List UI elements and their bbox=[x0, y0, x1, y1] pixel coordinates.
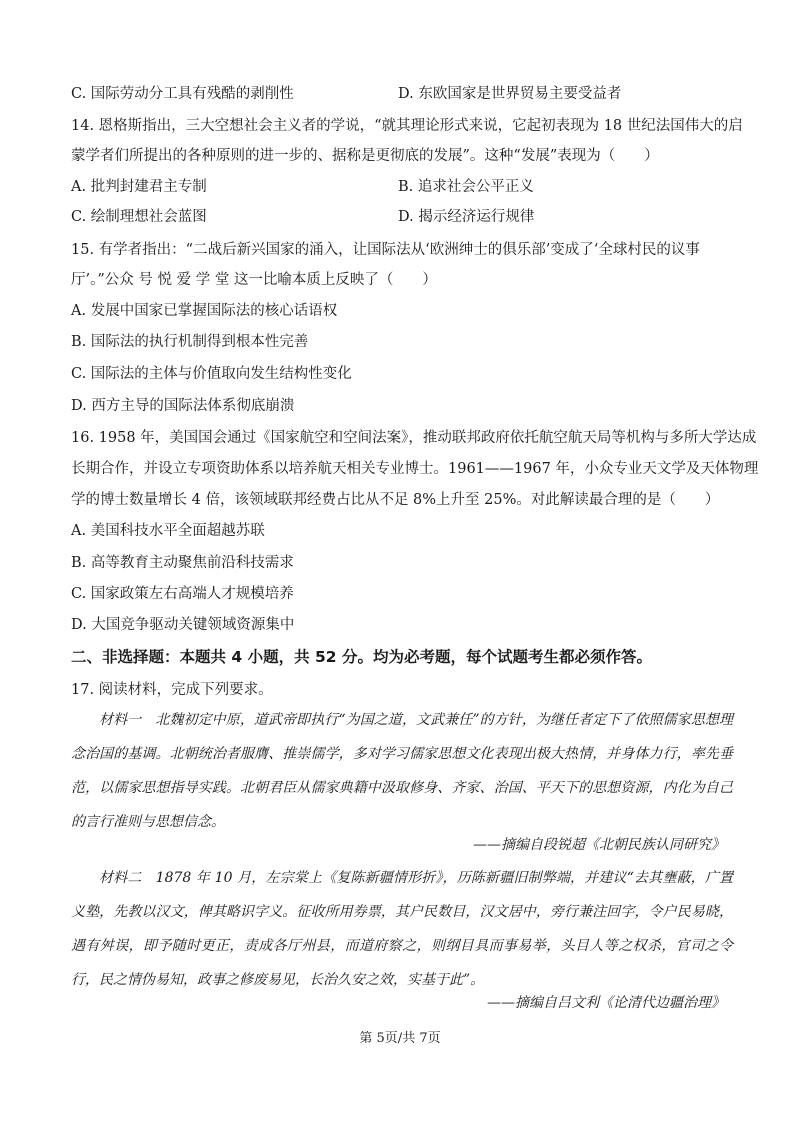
q17-source-1: ——摘编自段锐超《北朝民族认同研究》 bbox=[473, 837, 725, 853]
q16-option-a: A. 美国科技水平全面超越苏联 bbox=[71, 523, 265, 539]
q17-stem: 17. 阅读材料，完成下列要求。 bbox=[71, 682, 273, 698]
q14-option-a: A. 批判封建君主专制 bbox=[71, 179, 207, 195]
section-2-heading: 二、非选择题：本题共 4 小题，共 52 分。均为必考题，每个试题考生都必须作答。 bbox=[71, 648, 652, 666]
q16-stem-line-3: 学的博士数量增长 4 倍，该领域联邦经费占比从不足 8%上升至 25%。对此解读最合理的是（ ） bbox=[71, 492, 720, 508]
q14-option-b: B. 追求社会公平正义 bbox=[398, 179, 534, 195]
q16-stem-line-1: 16. 1958 年，美国国会通过《国家航空和空间法案》，推动联邦政府依托航空航天局等机构与多所大学达成 bbox=[71, 430, 757, 446]
q15-option-b: B. 国际法的执行机制得到根本性完善 bbox=[71, 334, 309, 350]
q15-stem-line-2: 厅’。”公众 号 悦 爱 学 堂 这一比喻本质上反映了（ ） bbox=[71, 272, 437, 288]
q16-option-c: C. 国家政策左右高端人才规模培养 bbox=[71, 586, 294, 602]
q16-option-d: D. 大国竞争驱动关键领域资源集中 bbox=[71, 617, 295, 633]
q17-source-2: ——摘编自吕文利《论清代边疆治理》 bbox=[487, 995, 725, 1011]
q15-stem-line-1: 15. 有学者指出：“二战后新兴国家的涌入，让国际法从‘欧洲绅士的俱乐部’变成了‘全球村民的议事 bbox=[71, 242, 700, 258]
q13-option-d: D. 东欧国家是世界贸易主要受益者 bbox=[398, 86, 622, 102]
q14-stem-line-2: 蒙学者们所提出的各种原则的进一步的、据称是更彻底的发展”。这种“发展”表现为（ ） bbox=[71, 148, 659, 164]
q14-stem-line-1: 14. 恩格斯指出，三大空想社会主义者的学说，“就其理论形式来说，它起初表现为 18 世纪法国伟大的启 bbox=[71, 118, 743, 134]
q14-option-d: D. 揭示经济运行规律 bbox=[398, 209, 535, 225]
q15-option-d: D. 西方主导的国际法体系彻底崩溃 bbox=[71, 398, 295, 414]
q17-material-1: 材料一 北魏初定中原，道武帝即执行“为国之道，文武兼任”的方针，为继任者定下了依照儒家思想理念治国的基调。北朝统治者服膺、推崇儒学，多对学习儒家思想文化表现出极大热情，并身体力行，率先垂范，以儒家思想指导实践。北朝君臣从儒家典籍中汲取修身、齐家、治国、平天下的思想资源，内化为自己的言行准则与思想信念。 bbox=[71, 712, 733, 830]
q16-option-b: B. 高等教育主动聚焦前沿科技需求 bbox=[71, 555, 294, 571]
q17-material-2: 材料二 1878 年 10 月，左宗棠上《复陈新疆情形折》，历陈新疆旧制弊端，并建议“去其壅蔽，广置义塾，先教以汉文，俾其略识字义。征收所用券票，其户民数目，汉文居中，旁行兼注回字，令户民易晓，遇有舛误，即予随时更正，责成各厅州县，而道府察之，则纲目具而事易举，头目人等之权杀，官司之令行，民之情伪易知，政事之修废易见，长治久安之效，实基于此”。 bbox=[71, 870, 733, 988]
q15-option-a: A. 发展中国家已掌握国际法的核心话语权 bbox=[71, 303, 338, 319]
page-number: 第 5页/共 7页 bbox=[359, 1031, 441, 1046]
q16-stem-line-2: 长期合作，并设立专项资助体系以培养航天相关专业博士。1961——1967 年，小众专业天文学及天体物理 bbox=[71, 461, 759, 477]
q13-option-c: C. 国际劳动分工具有残酷的剥削性 bbox=[71, 86, 294, 102]
q15-option-c: C. 国际法的主体与价值取向发生结构性变化 bbox=[71, 366, 352, 382]
q14-option-c: C. 绘制理想社会蓝图 bbox=[71, 209, 207, 225]
